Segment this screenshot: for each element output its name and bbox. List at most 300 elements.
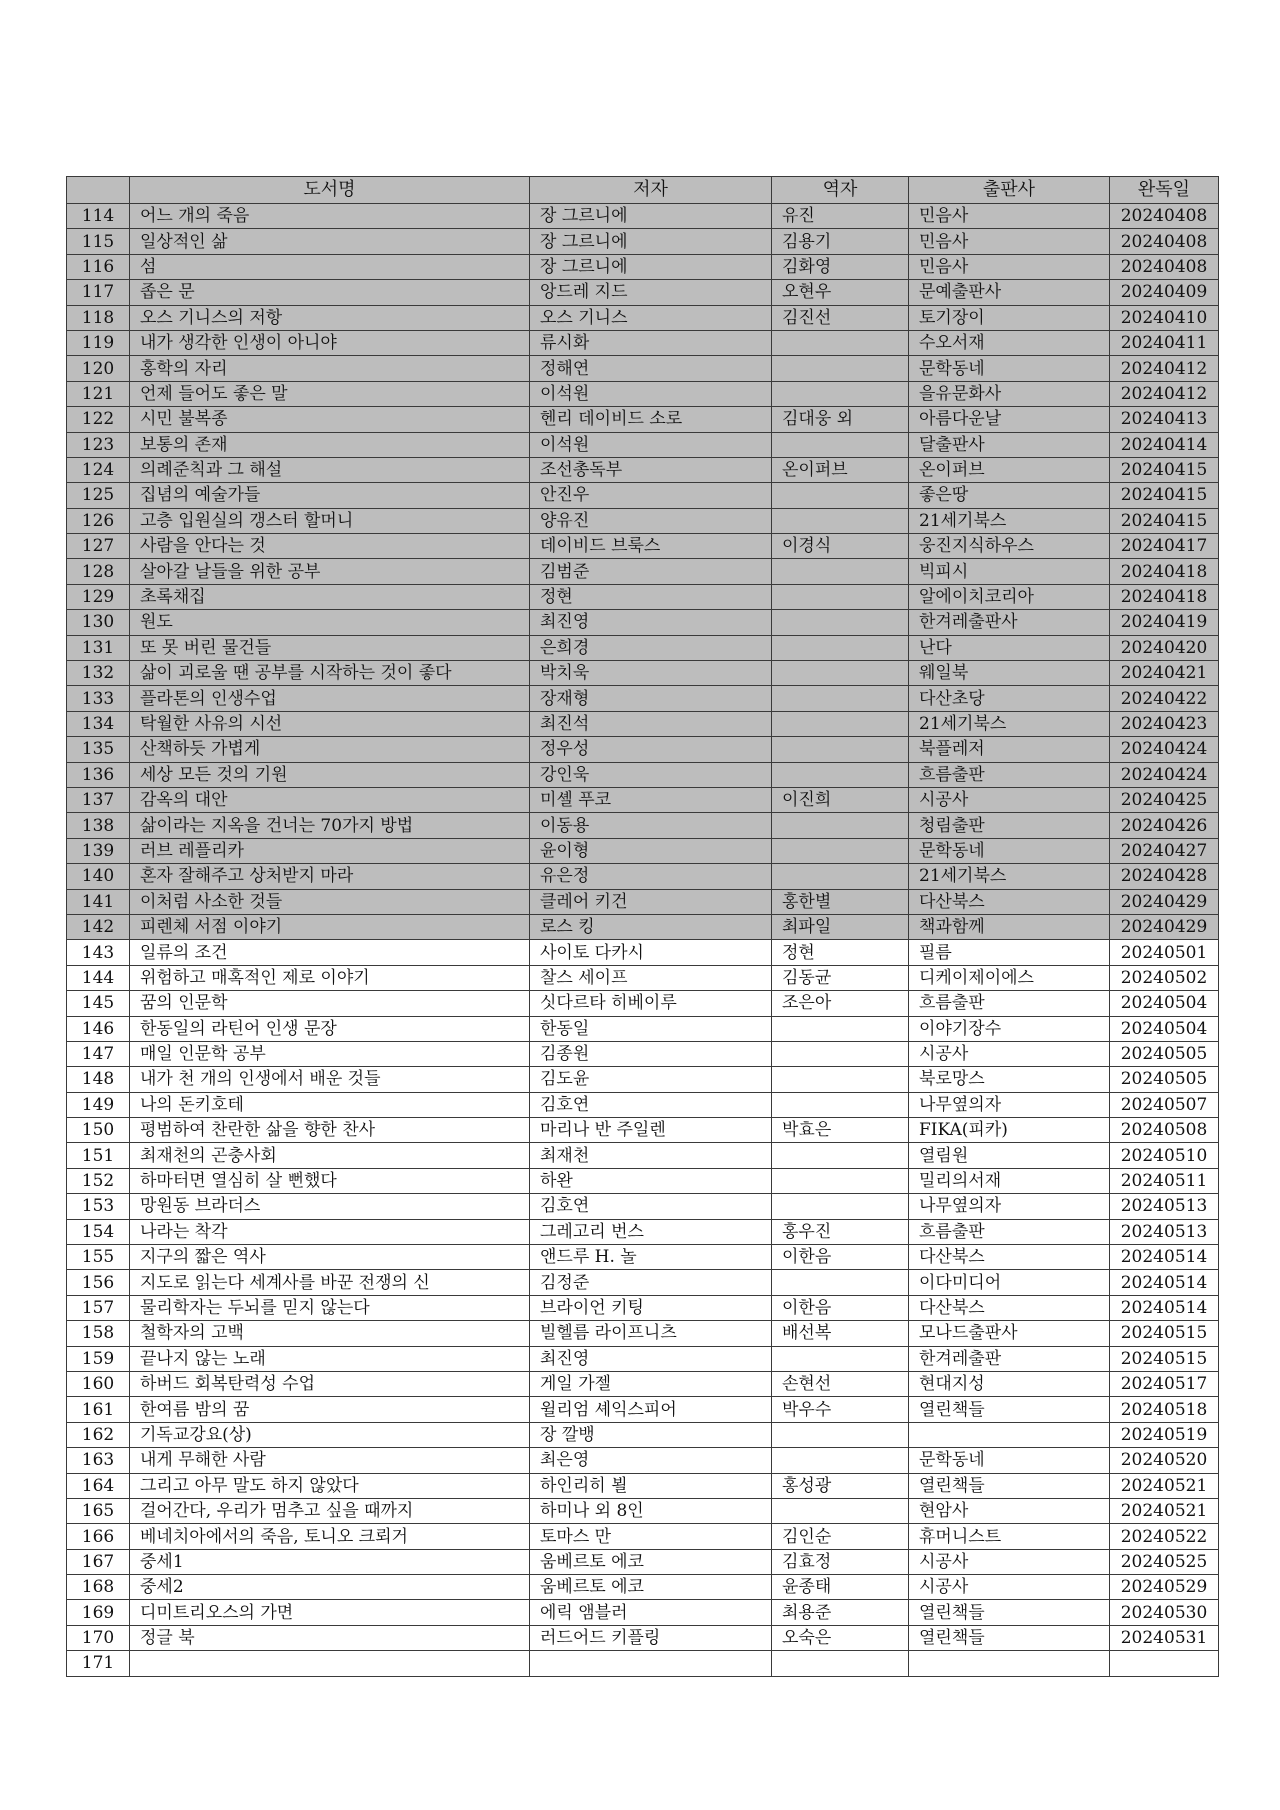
table-row (67, 914, 1219, 939)
author-cell: 이동용 (530, 813, 772, 838)
table-row (67, 813, 1219, 838)
author-cell: 토마스 만 (530, 1524, 772, 1549)
author-cell: 앤드루 H. 놀 (530, 1245, 772, 1270)
row-number-cell: 146 (67, 1016, 130, 1041)
book-title-cell (130, 1651, 530, 1676)
row-number-cell: 161 (67, 1397, 130, 1422)
header-row (67, 177, 1219, 204)
row-number-cell: 138 (67, 813, 130, 838)
translator-cell: 유진 (772, 204, 909, 229)
book-title-cell: 정글 북 (130, 1625, 530, 1650)
table-row (67, 1118, 1219, 1143)
row-number-cell: 150 (67, 1118, 130, 1143)
table-row (67, 610, 1219, 635)
book-title-cell: 플라톤의 인생수업 (130, 686, 530, 711)
finish-date-cell: 20240418 (1110, 584, 1219, 609)
table-row (67, 330, 1219, 355)
book-title-cell: 평범하여 찬란한 삶을 향한 찬사 (130, 1118, 530, 1143)
finish-date-cell: 20240424 (1110, 762, 1219, 787)
publisher-cell: 문학동네 (909, 1448, 1110, 1473)
translator-cell (772, 1270, 909, 1295)
translator-cell: 이진희 (772, 787, 909, 812)
row-number-cell: 165 (67, 1498, 130, 1523)
author-cell: 한동일 (530, 1016, 772, 1041)
translator-cell (772, 1168, 909, 1193)
row-number-cell: 152 (67, 1168, 130, 1193)
publisher-cell: 열린책들 (909, 1397, 1110, 1422)
finish-date-cell: 20240521 (1110, 1498, 1219, 1523)
author-cell: 마리나 반 주일렌 (530, 1118, 772, 1143)
publisher-cell: 시공사 (909, 787, 1110, 812)
table-row (67, 254, 1219, 279)
row-number-cell: 118 (67, 305, 130, 330)
row-number-cell: 120 (67, 356, 130, 381)
book-title-cell: 중세2 (130, 1575, 530, 1600)
book-title-cell: 철학자의 고백 (130, 1321, 530, 1346)
author-cell: 박치욱 (530, 661, 772, 686)
translator-cell: 홍성광 (772, 1473, 909, 1498)
book-title-cell: 피렌체 서점 이야기 (130, 914, 530, 939)
book-title-cell: 하버드 회복탄력성 수업 (130, 1371, 530, 1396)
translator-cell (772, 559, 909, 584)
translator-cell: 김진선 (772, 305, 909, 330)
row-number-cell: 137 (67, 787, 130, 812)
finish-date-cell: 20240508 (1110, 1118, 1219, 1143)
finish-date-cell: 20240504 (1110, 1016, 1219, 1041)
author-cell: 브라이언 키팅 (530, 1295, 772, 1320)
author-cell: 장 그르니에 (530, 229, 772, 254)
translator-cell: 김효정 (772, 1549, 909, 1574)
finish-date-cell: 20240515 (1110, 1321, 1219, 1346)
author-cell: 최진영 (530, 610, 772, 635)
table-row (67, 508, 1219, 533)
book-title-cell: 기독교강요(상) (130, 1422, 530, 1447)
publisher-cell: 북로망스 (909, 1067, 1110, 1092)
row-number-cell: 125 (67, 483, 130, 508)
translator-cell: 홍우진 (772, 1219, 909, 1244)
author-cell (530, 1651, 772, 1676)
finish-date-cell: 20240518 (1110, 1397, 1219, 1422)
translator-cell: 오현우 (772, 280, 909, 305)
publisher-cell: 시공사 (909, 1549, 1110, 1574)
finish-date-cell: 20240409 (1110, 280, 1219, 305)
finish-date-cell: 20240510 (1110, 1143, 1219, 1168)
book-title-cell: 내게 무해한 사람 (130, 1448, 530, 1473)
finish-date-cell: 20240525 (1110, 1549, 1219, 1574)
book-title-cell: 섬 (130, 254, 530, 279)
author-cell: 은희경 (530, 635, 772, 660)
row-number-cell: 149 (67, 1092, 130, 1117)
header-publisher: 출판사 (909, 177, 1110, 204)
row-number-cell: 166 (67, 1524, 130, 1549)
publisher-cell: 흐름출판 (909, 991, 1110, 1016)
finish-date-cell: 20240521 (1110, 1473, 1219, 1498)
row-number-cell: 169 (67, 1600, 130, 1625)
finish-date-cell: 20240419 (1110, 610, 1219, 635)
table-row (67, 1016, 1219, 1041)
book-title-cell: 꿈의 인문학 (130, 991, 530, 1016)
table-row (67, 1524, 1219, 1549)
table-row (67, 1067, 1219, 1092)
finish-date-cell: 20240415 (1110, 457, 1219, 482)
book-title-cell: 끝나지 않는 노래 (130, 1346, 530, 1371)
publisher-cell: 북플레저 (909, 737, 1110, 762)
table-row (67, 1371, 1219, 1396)
translator-cell (772, 483, 909, 508)
book-title-cell: 디미트리오스의 가면 (130, 1600, 530, 1625)
author-cell: 러드어드 키플링 (530, 1625, 772, 1650)
book-title-cell: 베네치아에서의 죽음, 토니오 크뢰거 (130, 1524, 530, 1549)
finish-date-cell: 20240513 (1110, 1194, 1219, 1219)
table-row (67, 965, 1219, 990)
finish-date-cell: 20240413 (1110, 407, 1219, 432)
publisher-cell: 모나드출판사 (909, 1321, 1110, 1346)
publisher-cell: 21세기북스 (909, 711, 1110, 736)
translator-cell (772, 1498, 909, 1523)
translator-cell (772, 356, 909, 381)
translator-cell: 온이퍼브 (772, 457, 909, 482)
row-number-cell: 134 (67, 711, 130, 736)
publisher-cell: 현대지성 (909, 1371, 1110, 1396)
finish-date-cell: 20240427 (1110, 838, 1219, 863)
book-title-cell: 언제 들어도 좋은 말 (130, 381, 530, 406)
table-row (67, 1194, 1219, 1219)
author-cell: 헨리 데이비드 소로 (530, 407, 772, 432)
table-row (67, 305, 1219, 330)
publisher-cell (909, 1422, 1110, 1447)
translator-cell (772, 1143, 909, 1168)
table-row (67, 1473, 1219, 1498)
book-title-cell: 감옥의 대안 (130, 787, 530, 812)
finish-date-cell: 20240511 (1110, 1168, 1219, 1193)
author-cell: 사이토 다카시 (530, 940, 772, 965)
table-row (67, 1651, 1219, 1676)
publisher-cell: 현암사 (909, 1498, 1110, 1523)
translator-cell (772, 686, 909, 711)
book-title-cell: 의례준칙과 그 해설 (130, 457, 530, 482)
author-cell: 이석원 (530, 381, 772, 406)
publisher-cell: 좋은땅 (909, 483, 1110, 508)
book-title-cell: 집념의 예술가들 (130, 483, 530, 508)
table-row (67, 432, 1219, 457)
book-title-cell: 물리학자는 두뇌를 믿지 않는다 (130, 1295, 530, 1320)
finish-date-cell: 20240429 (1110, 914, 1219, 939)
row-number-cell: 153 (67, 1194, 130, 1219)
author-cell: 하완 (530, 1168, 772, 1193)
finish-date-cell: 20240513 (1110, 1219, 1219, 1244)
translator-cell: 정현 (772, 940, 909, 965)
table-row (67, 991, 1219, 1016)
translator-cell: 박우수 (772, 1397, 909, 1422)
table-row (67, 1219, 1219, 1244)
finish-date-cell: 20240412 (1110, 381, 1219, 406)
translator-cell (772, 813, 909, 838)
translator-cell: 이한음 (772, 1295, 909, 1320)
publisher-cell: 나무옆의자 (909, 1194, 1110, 1219)
translator-cell (772, 1346, 909, 1371)
table-row (67, 229, 1219, 254)
row-number-cell: 158 (67, 1321, 130, 1346)
publisher-cell: 이다미디어 (909, 1270, 1110, 1295)
author-cell: 에릭 앰블러 (530, 1600, 772, 1625)
header-author: 저자 (530, 177, 772, 204)
author-cell: 앙드레 지드 (530, 280, 772, 305)
publisher-cell: 웅진지식하우스 (909, 534, 1110, 559)
author-cell: 게일 가젤 (530, 1371, 772, 1396)
book-title-cell: 일상적인 삶 (130, 229, 530, 254)
row-number-cell: 126 (67, 508, 130, 533)
translator-cell: 김대웅 외 (772, 407, 909, 432)
table-row (67, 457, 1219, 482)
table-row (67, 534, 1219, 559)
row-number-cell: 128 (67, 559, 130, 584)
row-number-cell: 156 (67, 1270, 130, 1295)
publisher-cell: 나무옆의자 (909, 1092, 1110, 1117)
table-row (67, 1143, 1219, 1168)
book-title-cell: 홍학의 자리 (130, 356, 530, 381)
header-number (67, 177, 130, 204)
publisher-cell: 알에이치코리아 (909, 584, 1110, 609)
translator-cell: 손현선 (772, 1371, 909, 1396)
book-title-cell: 산책하듯 가볍게 (130, 737, 530, 762)
finish-date-cell: 20240514 (1110, 1245, 1219, 1270)
author-cell: 김도윤 (530, 1067, 772, 1092)
book-title-cell: 이처럼 사소한 것들 (130, 889, 530, 914)
author-cell: 클레어 키건 (530, 889, 772, 914)
table-row (67, 356, 1219, 381)
finish-date-cell: 20240408 (1110, 254, 1219, 279)
publisher-cell: 21세기북스 (909, 864, 1110, 889)
translator-cell: 김동균 (772, 965, 909, 990)
translator-cell (772, 1041, 909, 1066)
translator-cell (772, 584, 909, 609)
finish-date-cell: 20240514 (1110, 1270, 1219, 1295)
row-number-cell: 163 (67, 1448, 130, 1473)
author-cell: 움베르토 에코 (530, 1549, 772, 1574)
author-cell: 미셸 푸코 (530, 787, 772, 812)
publisher-cell: 한겨레출판 (909, 1346, 1110, 1371)
row-number-cell: 117 (67, 280, 130, 305)
finish-date-cell: 20240408 (1110, 204, 1219, 229)
publisher-cell: 흐름출판 (909, 1219, 1110, 1244)
table-row (67, 787, 1219, 812)
row-number-cell: 157 (67, 1295, 130, 1320)
finish-date-cell: 20240522 (1110, 1524, 1219, 1549)
author-cell: 장 깔뱅 (530, 1422, 772, 1447)
author-cell: 최재천 (530, 1143, 772, 1168)
book-title-cell: 오스 기니스의 저항 (130, 305, 530, 330)
table-row (67, 940, 1219, 965)
table-row (67, 1422, 1219, 1447)
finish-date-cell: 20240517 (1110, 1371, 1219, 1396)
row-number-cell: 147 (67, 1041, 130, 1066)
finish-date-cell: 20240530 (1110, 1600, 1219, 1625)
finish-date-cell: 20240505 (1110, 1067, 1219, 1092)
finish-date-cell: 20240411 (1110, 330, 1219, 355)
row-number-cell: 123 (67, 432, 130, 457)
table-row (67, 1625, 1219, 1650)
book-title-cell: 망원동 브라더스 (130, 1194, 530, 1219)
book-title-cell: 매일 인문학 공부 (130, 1041, 530, 1066)
publisher-cell: 다산북스 (909, 1245, 1110, 1270)
author-cell: 장 그르니에 (530, 254, 772, 279)
translator-cell: 최파일 (772, 914, 909, 939)
publisher-cell: FIKA(피카) (909, 1118, 1110, 1143)
book-title-cell: 내가 생각한 인생이 아니야 (130, 330, 530, 355)
publisher-cell: 토기장이 (909, 305, 1110, 330)
row-number-cell: 144 (67, 965, 130, 990)
finish-date-cell: 20240424 (1110, 737, 1219, 762)
finish-date-cell: 20240414 (1110, 432, 1219, 457)
author-cell: 조선총독부 (530, 457, 772, 482)
row-number-cell: 141 (67, 889, 130, 914)
table-row (67, 1168, 1219, 1193)
book-title-cell: 세상 모든 것의 기원 (130, 762, 530, 787)
table-row (67, 864, 1219, 889)
author-cell: 김종원 (530, 1041, 772, 1066)
publisher-cell: 빅피시 (909, 559, 1110, 584)
publisher-cell: 다산북스 (909, 889, 1110, 914)
author-cell: 하미나 외 8인 (530, 1498, 772, 1523)
row-number-cell: 148 (67, 1067, 130, 1092)
translator-cell (772, 1016, 909, 1041)
row-number-cell: 159 (67, 1346, 130, 1371)
row-number-cell: 155 (67, 1245, 130, 1270)
author-cell: 김범준 (530, 559, 772, 584)
table-row (67, 1498, 1219, 1523)
author-cell: 그레고리 번스 (530, 1219, 772, 1244)
finish-date-cell: 20240415 (1110, 483, 1219, 508)
book-title-cell: 고층 입원실의 갱스터 할머니 (130, 508, 530, 533)
author-cell: 김정준 (530, 1270, 772, 1295)
finish-date-cell: 20240422 (1110, 686, 1219, 711)
table-row (67, 1245, 1219, 1270)
author-cell: 정해연 (530, 356, 772, 381)
row-number-cell: 143 (67, 940, 130, 965)
publisher-cell: 다산초당 (909, 686, 1110, 711)
translator-cell: 오숙은 (772, 1625, 909, 1650)
finish-date-cell: 20240423 (1110, 711, 1219, 736)
finish-date-cell: 20240505 (1110, 1041, 1219, 1066)
table-row (67, 1448, 1219, 1473)
translator-cell: 김화영 (772, 254, 909, 279)
row-number-cell: 171 (67, 1651, 130, 1676)
publisher-cell: 문학동네 (909, 838, 1110, 863)
row-number-cell: 170 (67, 1625, 130, 1650)
author-cell: 데이비드 브룩스 (530, 534, 772, 559)
row-number-cell: 121 (67, 381, 130, 406)
author-cell: 최은영 (530, 1448, 772, 1473)
book-title-cell: 초록채집 (130, 584, 530, 609)
book-title-cell: 나의 돈키호테 (130, 1092, 530, 1117)
author-cell: 싯다르타 히베이루 (530, 991, 772, 1016)
author-cell: 강인욱 (530, 762, 772, 787)
translator-cell (772, 381, 909, 406)
author-cell: 윤이형 (530, 838, 772, 863)
author-cell: 로스 킹 (530, 914, 772, 939)
publisher-cell: 밀리의서재 (909, 1168, 1110, 1193)
book-title-cell: 일류의 조건 (130, 940, 530, 965)
finish-date-cell: 20240412 (1110, 356, 1219, 381)
translator-cell: 홍한별 (772, 889, 909, 914)
book-title-cell: 그리고 아무 말도 하지 않았다 (130, 1473, 530, 1498)
book-title-cell: 하마터면 열심히 살 뻔했다 (130, 1168, 530, 1193)
publisher-cell: 흐름출판 (909, 762, 1110, 787)
book-title-cell: 원도 (130, 610, 530, 635)
author-cell: 류시화 (530, 330, 772, 355)
author-cell: 이석원 (530, 432, 772, 457)
translator-cell (772, 330, 909, 355)
row-number-cell: 115 (67, 229, 130, 254)
book-title-cell: 삶이라는 지옥을 건너는 70가지 방법 (130, 813, 530, 838)
book-title-cell: 러브 레플리카 (130, 838, 530, 863)
publisher-cell: 수오서재 (909, 330, 1110, 355)
book-title-cell: 위험하고 매혹적인 제로 이야기 (130, 965, 530, 990)
row-number-cell: 124 (67, 457, 130, 482)
finish-date-cell: 20240531 (1110, 1625, 1219, 1650)
publisher-cell: 시공사 (909, 1575, 1110, 1600)
book-title-cell: 탁월한 사유의 시선 (130, 711, 530, 736)
row-number-cell: 130 (67, 610, 130, 635)
table-row (67, 838, 1219, 863)
row-number-cell: 142 (67, 914, 130, 939)
row-number-cell: 162 (67, 1422, 130, 1447)
author-cell: 하인리히 뵐 (530, 1473, 772, 1498)
translator-cell: 김인순 (772, 1524, 909, 1549)
table-row (67, 1295, 1219, 1320)
table-row (67, 1600, 1219, 1625)
publisher-cell: 달출판사 (909, 432, 1110, 457)
translator-cell (772, 1651, 909, 1676)
row-number-cell: 140 (67, 864, 130, 889)
row-number-cell: 145 (67, 991, 130, 1016)
table-row (67, 1549, 1219, 1574)
publisher-cell: 필름 (909, 940, 1110, 965)
publisher-cell: 웨일북 (909, 661, 1110, 686)
row-number-cell: 167 (67, 1549, 130, 1574)
row-number-cell: 119 (67, 330, 130, 355)
author-cell: 정우성 (530, 737, 772, 762)
book-title-cell: 걸어간다, 우리가 멈추고 싶을 때까지 (130, 1498, 530, 1523)
row-number-cell: 129 (67, 584, 130, 609)
finish-date-cell: 20240515 (1110, 1346, 1219, 1371)
publisher-cell: 시공사 (909, 1041, 1110, 1066)
book-title-cell: 중세1 (130, 1549, 530, 1574)
author-cell: 안진우 (530, 483, 772, 508)
finish-date-cell: 20240429 (1110, 889, 1219, 914)
translator-cell (772, 661, 909, 686)
author-cell: 장재형 (530, 686, 772, 711)
translator-cell (772, 610, 909, 635)
row-number-cell: 160 (67, 1371, 130, 1396)
translator-cell (772, 1194, 909, 1219)
translator-cell (772, 737, 909, 762)
author-cell: 최진석 (530, 711, 772, 736)
row-number-cell: 136 (67, 762, 130, 787)
book-title-cell: 지구의 짧은 역사 (130, 1245, 530, 1270)
table-row (67, 381, 1219, 406)
table-row (67, 407, 1219, 432)
finish-date-cell: 20240507 (1110, 1092, 1219, 1117)
row-number-cell: 114 (67, 204, 130, 229)
row-number-cell: 164 (67, 1473, 130, 1498)
header-translator: 역자 (772, 177, 909, 204)
author-cell: 움베르토 에코 (530, 1575, 772, 1600)
table-row (67, 1270, 1219, 1295)
publisher-cell: 책과함께 (909, 914, 1110, 939)
publisher-cell: 민음사 (909, 254, 1110, 279)
finish-date-cell: 20240420 (1110, 635, 1219, 660)
